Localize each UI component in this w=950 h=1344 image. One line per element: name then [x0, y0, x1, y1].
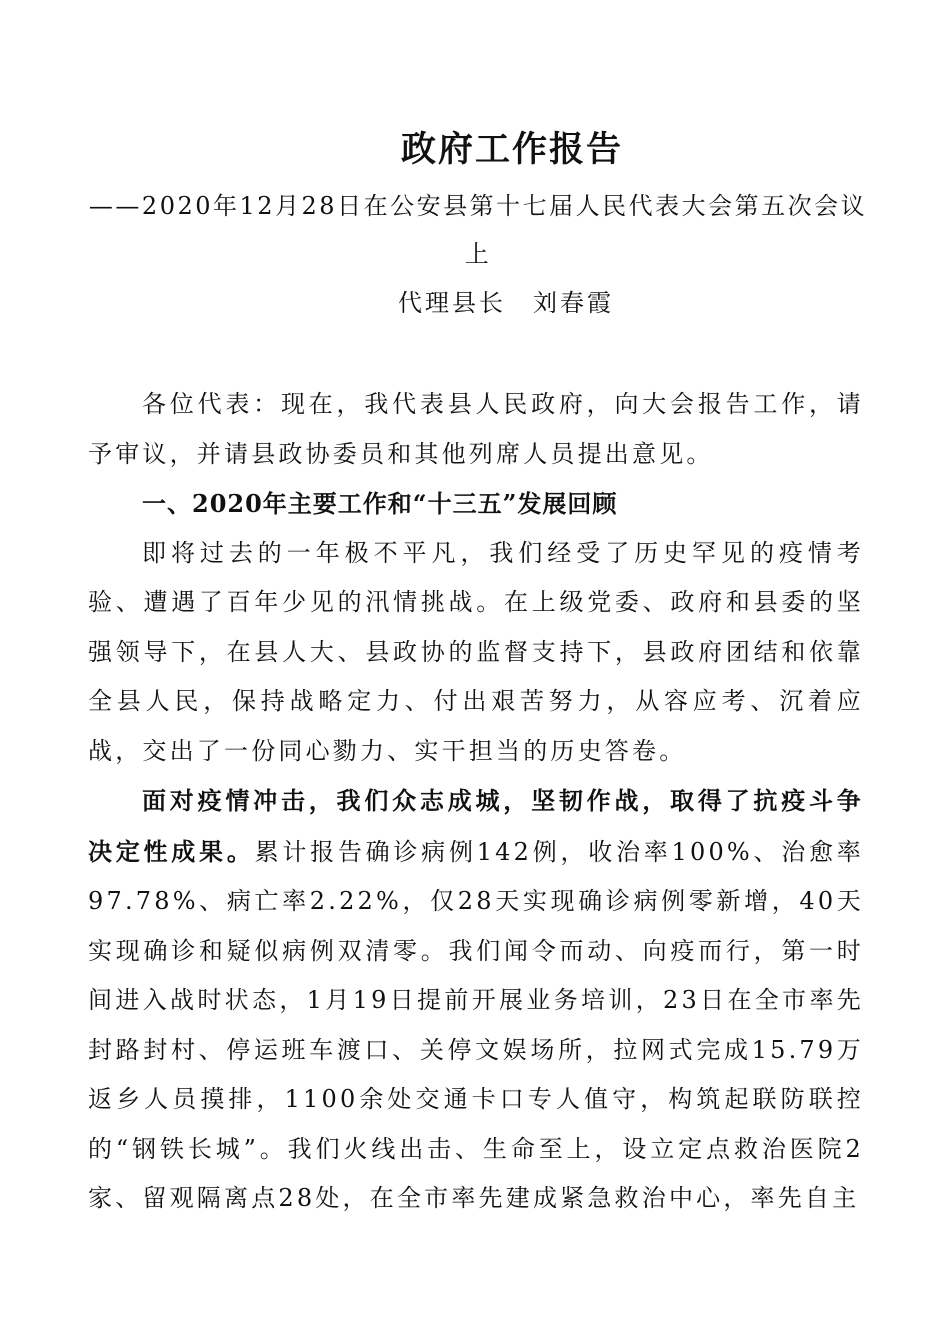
document-subtitle: ——2020年12月28日在公安县第十七届人民代表大会第五次会议上 — [88, 192, 868, 268]
paragraph-bold-lead: 面对疫情冲击，我们众志成城，坚韧作战，取得了抗疫斗争决定性成果。 — [88, 786, 864, 866]
paragraph-epidemic-text: 累计报告确诊病例142例，收治率100%、治愈率97.78%、病亡率2.22%，仅28天实现确诊病例零新增，40天实现确诊和疑似病例双清零。我们闻令而动、向疫而行，第一时间进入战时状态，1月19日提前开展业务培训，23日在全市率先封路封村、停运班车渡口、关停文娱场所，拉网式完成15.79万返乡人员摸排，1100余处交通卡口专人值守，构筑起联防联控的“钢铁长城”。我们火线出击、生命至上，设立定点救治医院2家、留观隔离点28处，在全市率先建成紧急救治中心，率先自主 — [88, 837, 864, 1212]
section-heading: 一、2020年主要工作和“十三五”发展回顾 — [142, 489, 618, 518]
paragraph-epidemic — [88, 776, 864, 1224]
paragraph-overview: 即将过去的一年极不平凡，我们经受了历史罕见的疫情考验、遭遇了百年少见的汛情挑战。在上级党委、政府和县委的坚强领导下，在县人大、县政协的监督支持下，县政府团结和依靠全县人民，保持战略定力、付出艰苦努力，从容应考、沉着应战，交出了一份同心勠力、实干担当的历史答卷。 — [88, 538, 864, 765]
document-author: 代理县长 刘春霞 — [398, 289, 614, 317]
paragraph-greeting: 各位代表：现在，我代表县人民政府，向大会报告工作，请予审议，并请县政协委员和其他列席人员提出意见。 — [88, 390, 864, 468]
document-title: 政府工作报告 — [400, 129, 623, 170]
document-body — [88, 380, 864, 1224]
